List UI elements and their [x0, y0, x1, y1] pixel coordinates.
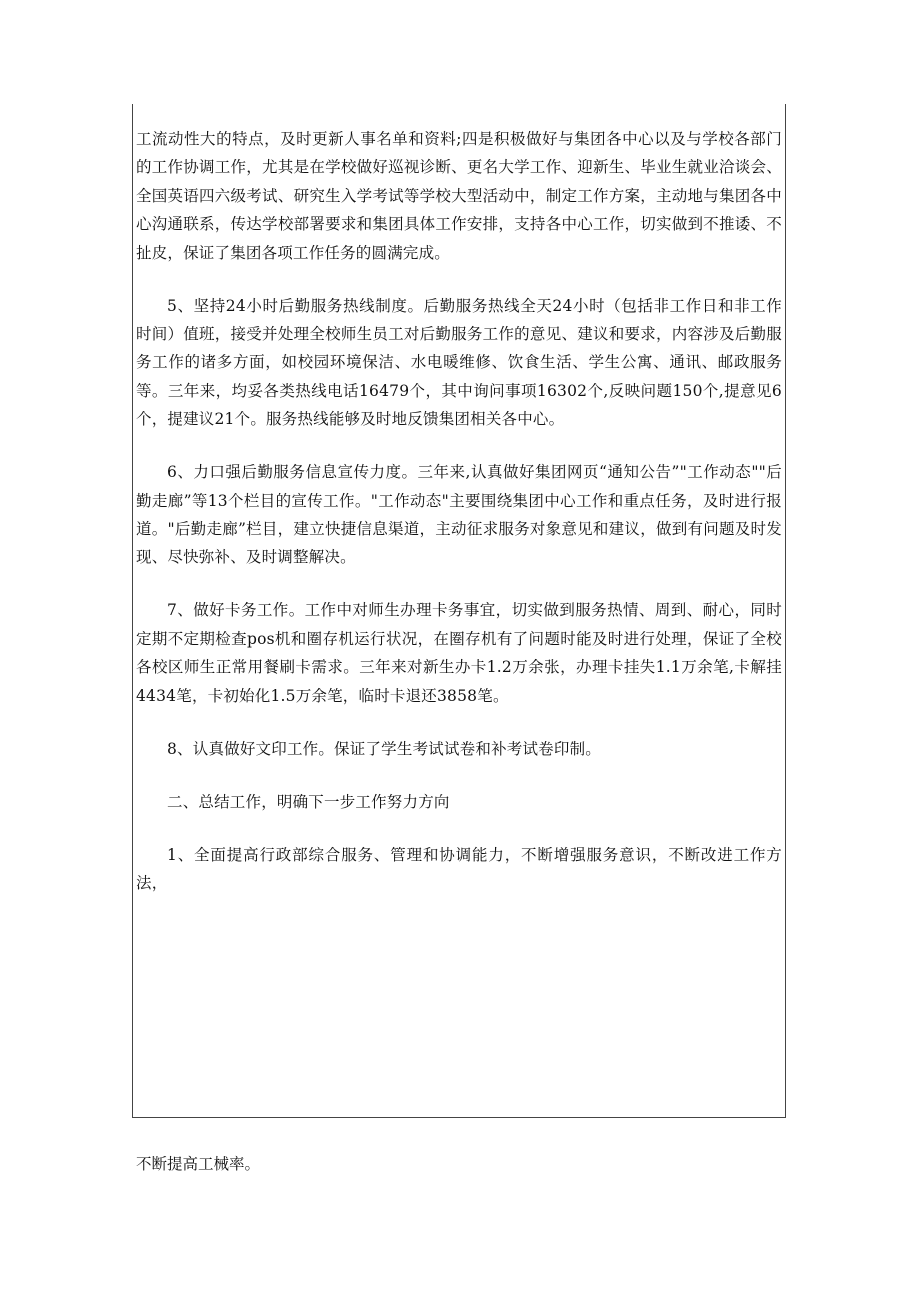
paragraph-continuation: 工流动性大的特点，及时更新人事名单和资料;四是积极做好与集团各中心以及与学校各部门的工作协调工作，尤其是在学校做好巡视诊断、更名大学工作、迎新生、毕业生就业洽谈会、全国英语四六级考试、研究生入学考试等学校大型活动中，制定工作方案，主动地与集团各中心沟通联系，传达学校部署要求和集团具体工作安排，支持各中心工作，切实做到不推诿、不扯皮，保证了集团各项工作任务的圆满完成。	[136, 130, 782, 262]
paragraph-tail: 不断提高工械率。	[136, 1155, 261, 1173]
paragraph-item-6: 6、力口强后勤服务信息宣传力度。三年来,认真做好集团网页“通知公告”"工作动态""后勤走廊”等13个栏目的宣传工作。"工作动态"主要围绕集团中心工作和重点任务，及时进行报道。"后勤走廊”栏目，建立快捷信息渠道，主动征求服务对象意见和建议，做到有问题及时发现、尽快弥补、及时调整解决。	[136, 463, 782, 567]
section-heading: 二、总结工作，明确下一步工作努力方向	[167, 792, 450, 811]
paragraph-item-8: 8、认真做好文印工作。保证了学生考试试卷和补考试卷印制。	[167, 739, 601, 758]
paragraph-item-5: 5、坚持24小时后勤服务热线制度。后勤服务热线全天24小时（包括非工作日和非工作时间）值班，接受并处理全校师生员工对后勤服务工作的意见、建议和要求，内容涉及后勤服务工作的诸多方面，如校园环境保洁、水电暖维修、饮食生活、学生公寓、通讯、邮政服务等。三年来，均妥各类热线电话16479个，其中询问事项16302个,反映问题150个,提意见6个，提建议21个。服务热线能够及时地反馈集团相关各中心。	[136, 296, 782, 429]
document-body	[136, 125, 782, 898]
paragraph-item-1: 1、全面提高行政部综合服务、管理和协调能力，不断增强服务意识，不断改进工作方法，	[136, 845, 782, 893]
paragraph-item-7: 7、做好卡务工作。工作中对师生办理卡务事宜，切实做到服务热情、周到、耐心，同时定期不定期检查pos机和圈存机运行状况，在圈存机有了问题时能及时进行处理，保证了全校各校区师生正常用餐刷卡需求。三年来对新生办卡1.2万余张，办理卡挂失1.1万余笔,卡解挂4434笔，卡初始化1.5万余笔，临时卡退还3858笔。	[136, 601, 782, 705]
